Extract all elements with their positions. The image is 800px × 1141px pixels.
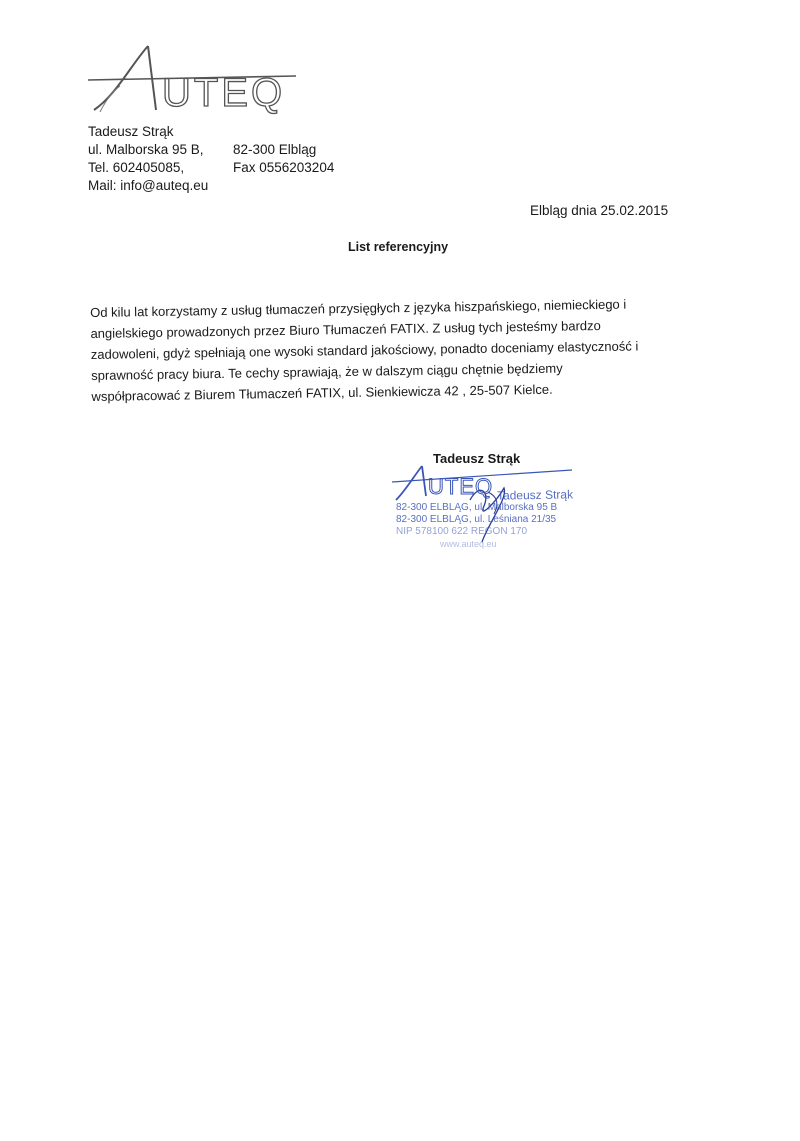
sender-phone: Tel. 602405085,	[88, 160, 185, 175]
letter-title: List referencyjny	[348, 240, 449, 254]
sender-city: 82-300 Elbląg	[233, 142, 317, 157]
body-line: Od kilu lat korzystamy z usług tłumaczeń przysięgłych z języka hiszpańskiego, niemieckiego i	[90, 296, 627, 320]
sender-street: ul. Malborska 95 B,	[88, 142, 204, 157]
auteq-logo	[86, 40, 306, 120]
stamp-website: www.auteq.eu	[440, 539, 497, 549]
svg-text:UTEQ: UTEQ	[428, 474, 494, 499]
letter-body	[90, 292, 712, 407]
body-line: sprawność pracy biura. Te cechy sprawiają, że w dalszym ciągu chętnie będziemy	[91, 360, 563, 383]
sender-address-block	[88, 123, 334, 195]
body-line: angielskiego prowadzonych przez Biuro Tłumaczeń FATIX. Z usług tych jesteśmy bardzo	[90, 317, 601, 341]
body-line: współpracować z Biurem Tłumaczeń FATIX, ul. Sienkiewicza 42 , 25-507 Kielce.	[91, 381, 553, 404]
stamp-line: NIP 578100 622 REGON 170	[396, 526, 528, 537]
sender-mail: Mail: info@auteq.eu	[88, 178, 209, 193]
svg-text:UTEQ: UTEQ	[162, 71, 286, 115]
letter-date: Elbląg dnia 25.02.2015	[530, 203, 669, 218]
sender-name: Tadeusz Strąk	[88, 124, 174, 139]
stamp-line: 82-300 ELBLĄG, ul. Leśniana 21/35	[396, 514, 557, 525]
sender-fax: Fax 0556203204	[233, 160, 335, 175]
stamp-name: Tadeusz Strąk	[496, 487, 574, 503]
stamp-line: 82-300 ELBLĄG, ul. Malborska 95 B	[396, 502, 558, 513]
signer-name: Tadeusz Strąk	[433, 451, 521, 466]
body-line: zadowoleni, gdyż spełniają one wysoki standard jakościowy, ponadto doceniamy elastyczność i	[90, 338, 639, 362]
